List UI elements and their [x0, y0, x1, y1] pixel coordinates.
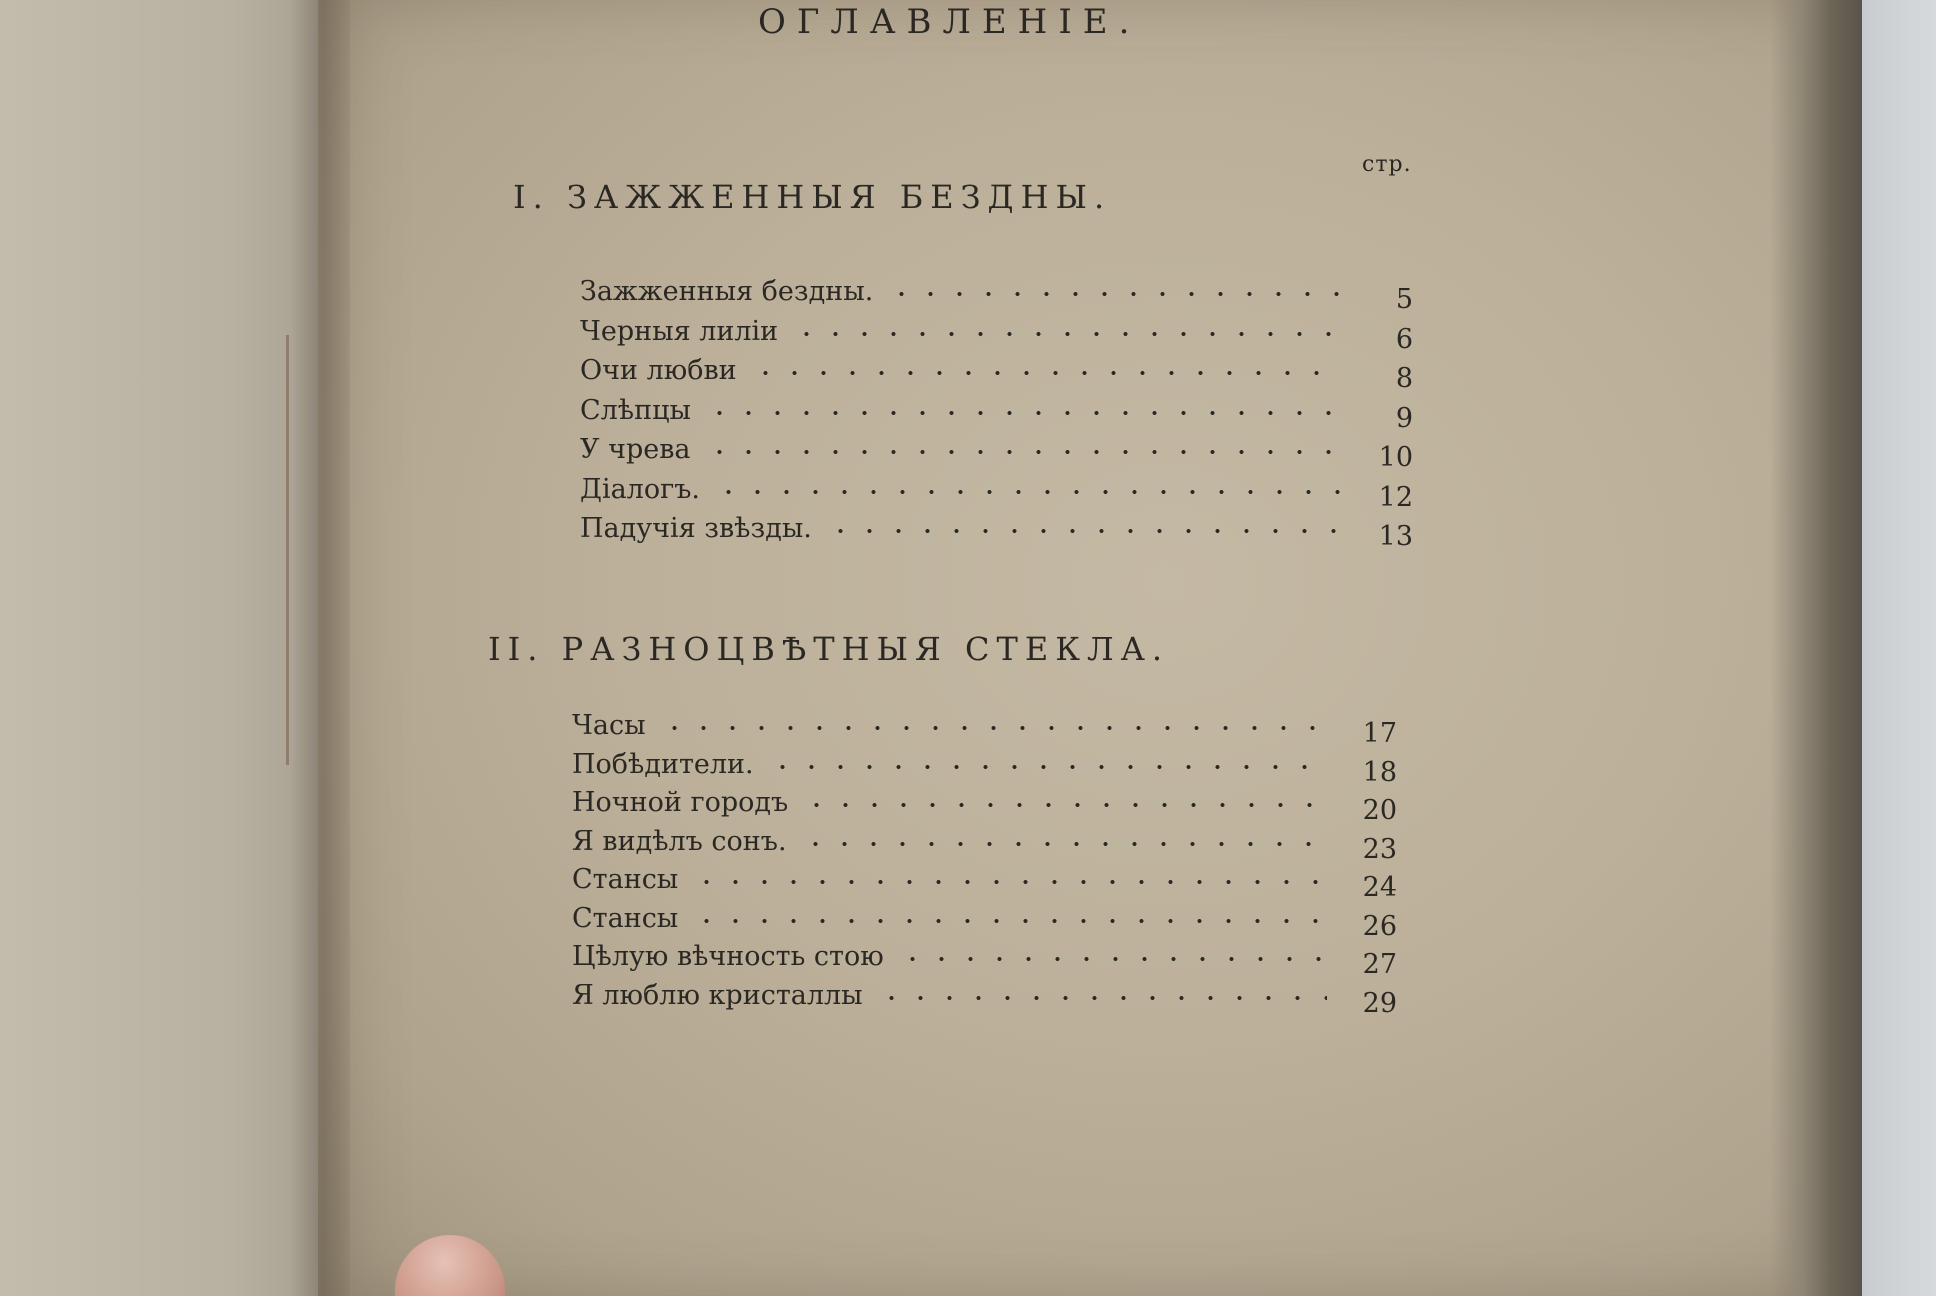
toc-entry-title: Черныя лиліи: [580, 315, 779, 347]
toc-entry-title: Стансы: [572, 902, 679, 934]
toc-entry-title: Цѣлую вѣчность стою: [572, 941, 884, 972]
dot-leader: [792, 332, 1343, 336]
dot-leader: [714, 490, 1343, 494]
toc-entry-page: 27: [1362, 949, 1397, 980]
dot-leader: [705, 450, 1343, 454]
toc-entry: [572, 903, 1417, 942]
dot-leader: [768, 765, 1327, 769]
dot-leader: [692, 919, 1327, 923]
toc-entry-title: Стансы: [572, 864, 679, 895]
toc-entry-page: 10: [1378, 442, 1413, 473]
toc-entry-title: Я люблю кристаллы: [572, 979, 863, 1011]
section-heading-1: I. ЗАЖЖЕННЫЯ БЕЗДНЫ.: [513, 178, 1112, 216]
toc-entry-title: Падучія звѣзды.: [580, 513, 812, 544]
toc-entry: [572, 864, 1417, 903]
toc-entry-page: 12: [1378, 481, 1413, 513]
toc-entry-title: Діалогъ.: [580, 473, 700, 505]
toc-entry: [580, 276, 1425, 316]
toc-entry-page: 6: [1395, 323, 1413, 355]
toc-entry: [572, 941, 1417, 980]
toc-entry-page: 23: [1362, 833, 1397, 865]
toc-entry: [572, 710, 1417, 749]
toc-entry: [580, 474, 1425, 514]
toc-entry-page: 26: [1362, 910, 1397, 942]
toc-entry: [580, 316, 1425, 356]
toc-entry-page: 18: [1362, 756, 1397, 788]
toc-entry: [580, 513, 1425, 553]
toc-entry-title: У чрева: [580, 434, 691, 465]
toc-entry-page: 20: [1362, 795, 1397, 826]
toc-entry-title: Очи любви: [580, 355, 737, 386]
dot-leader: [705, 411, 1343, 415]
dot-leader: [898, 957, 1327, 961]
toc-entry-page: 8: [1395, 363, 1413, 394]
toc-entry: [572, 787, 1417, 826]
toc-entry-page: 17: [1362, 718, 1397, 749]
dot-leader: [826, 529, 1343, 533]
dot-leader: [801, 842, 1327, 846]
toc-entry-title: Зажженныя бездны.: [580, 276, 874, 307]
dot-leader: [877, 996, 1327, 1000]
toc-entry: [572, 826, 1417, 865]
section-2-entries: [572, 710, 1417, 1018]
toc-entry-title: Часы: [572, 710, 646, 741]
toc-entry: [572, 749, 1417, 788]
toc-entry-title: Слѣпцы: [580, 394, 691, 426]
toc-entry-title: Побѣдители.: [572, 748, 754, 780]
toc-entry: [580, 355, 1425, 395]
toc-entry: [580, 395, 1425, 435]
dot-leader: [692, 880, 1327, 884]
toc-entry-page: 29: [1362, 987, 1397, 1019]
section-heading-2: II. РАЗНОЦВѢТНЫЯ СТЕКЛА.: [488, 630, 1170, 668]
section-1-entries: [580, 276, 1425, 553]
toc-entry-title: Я видѣлъ сонъ.: [572, 825, 787, 857]
toc-entry: [572, 980, 1417, 1019]
toc-entry-page: 24: [1362, 872, 1397, 903]
dot-leader: [660, 726, 1327, 730]
dot-leader: [887, 292, 1343, 296]
dot-leader: [802, 803, 1327, 807]
dot-leader: [751, 371, 1343, 375]
page-column-label: стр.: [1362, 152, 1412, 177]
page-title: ОГЛАВЛЕНІЕ.: [758, 2, 1141, 42]
toc-entry-page: 5: [1395, 284, 1413, 315]
toc-entry-page: 9: [1395, 402, 1413, 434]
toc-entry: [580, 434, 1425, 474]
toc-entry-title: Ночной городъ: [572, 787, 789, 818]
toc-entry-page: 13: [1378, 521, 1413, 552]
